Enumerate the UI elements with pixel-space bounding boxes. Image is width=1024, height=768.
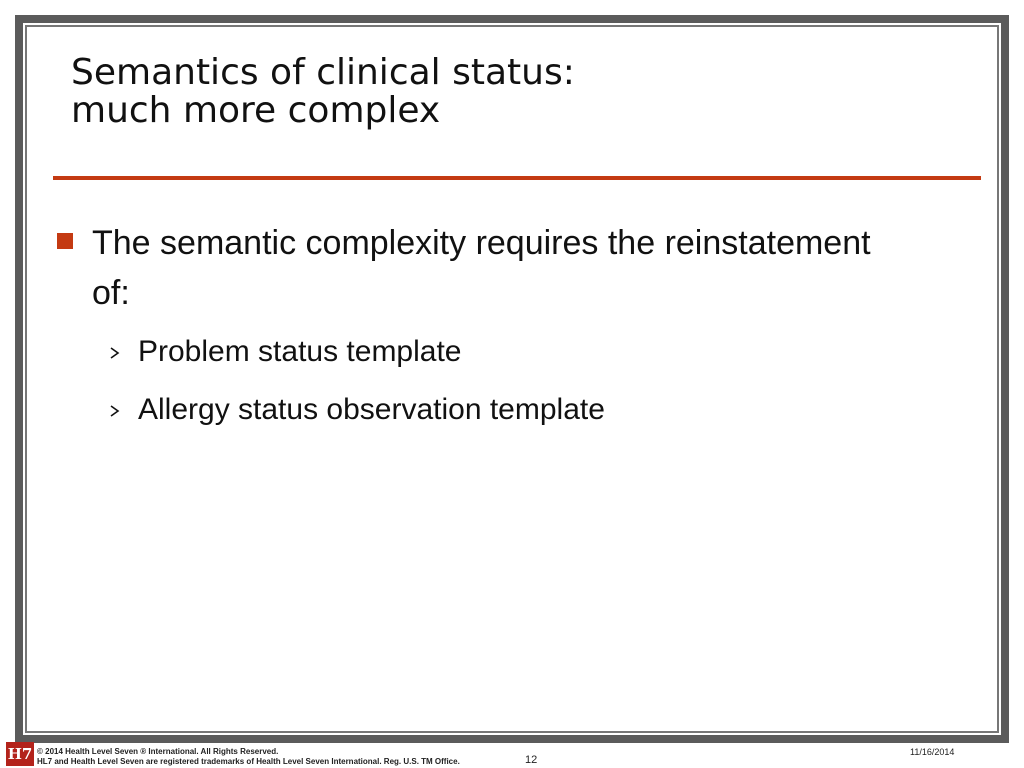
hl7-logo: H7 xyxy=(6,742,34,766)
sub-bullet-item: Problem status template xyxy=(138,335,462,368)
sub-bullet-item: Allergy status observation template xyxy=(138,393,605,426)
square-bullet-icon xyxy=(57,233,73,249)
arrow-bullet-icon xyxy=(107,345,123,361)
slide-inner-frame xyxy=(25,25,999,733)
footer-legal xyxy=(37,747,460,767)
arrow-bullet-icon xyxy=(107,403,123,419)
title-divider xyxy=(53,176,981,180)
slide-title-line-2: much more complex xyxy=(71,90,441,131)
footer-date: 11/16/2014 xyxy=(910,747,955,757)
bullet-item: The semantic complexity requires the reinstatement of: xyxy=(92,224,871,312)
footer-trademark: HL7 and Health Level Seven are registered trademarks of Health Level Seven International. Reg. U.S. TM Office. xyxy=(37,757,460,766)
slide-title xyxy=(71,54,575,130)
slide-title-line-1: Semantics of clinical status: xyxy=(71,52,575,93)
footer-copyright: © 2014 Health Level Seven ® International. All Rights Reserved. xyxy=(37,747,279,756)
page-number: 12 xyxy=(525,754,538,766)
